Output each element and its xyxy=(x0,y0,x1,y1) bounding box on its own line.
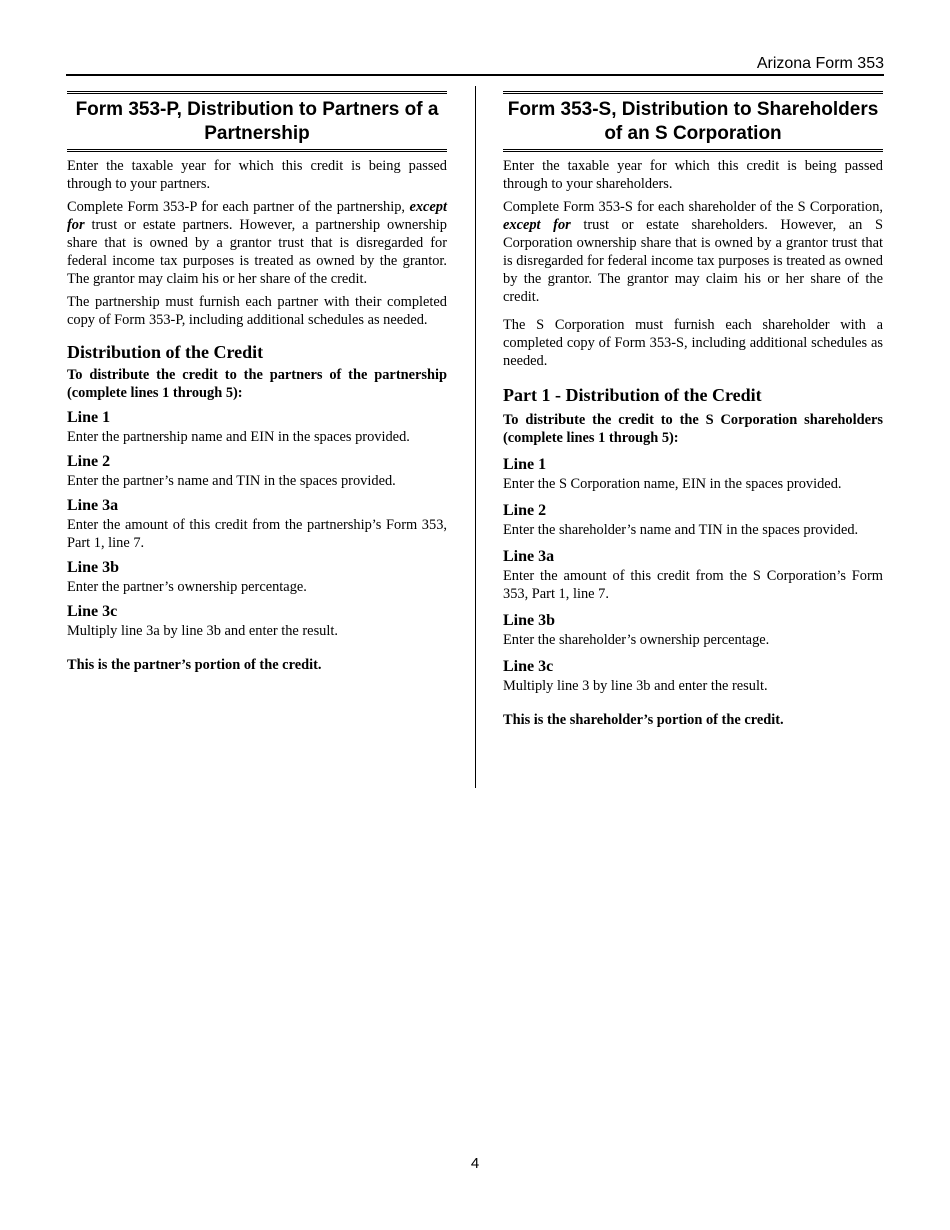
right-intro-furnish: The S Corporation must furnish each shareholder with a completed copy of Form 353-S, including additional schedules as needed. xyxy=(503,317,883,369)
page-number: 4 xyxy=(470,1155,480,1172)
left-intro-complete-post: trust or estate partners. However, a partnership ownership share that is owned by a grantor trust that is disregarded for federal income tax purposes is treated as owned by the grantor. The grantor may claim his or her share of the credit. xyxy=(67,217,447,287)
right-line-text: Enter the shareholder’s ownership percentage. xyxy=(503,632,770,648)
left-line-text: Multiply line 3a by line 3b and enter the result. xyxy=(67,623,338,639)
left-line-label: Line 3b xyxy=(67,559,120,576)
left-line-text: Enter the partnership name and EIN in the spaces provided. xyxy=(67,429,410,445)
left-intro-except-for: except for xyxy=(67,199,447,233)
header-rule xyxy=(66,74,884,76)
left-intro-complete-form xyxy=(67,198,447,288)
left-column xyxy=(67,91,447,674)
right-line-label: Line 2 xyxy=(503,502,547,519)
left-line-text: Enter the partner’s name and TIN in the spaces provided. xyxy=(67,473,396,489)
right-line-label: Line 3a xyxy=(503,548,555,565)
left-intro-complete-pre: Complete Form 353-P for each partner of the partnership, xyxy=(67,199,410,215)
left-line-label: Line 3a xyxy=(67,497,119,514)
right-line-text: Multiply line 3 by line 3b and enter the result. xyxy=(503,678,768,694)
right-line-label: Line 3b xyxy=(503,612,556,629)
right-intro-except-for: except for xyxy=(503,217,571,233)
right-intro-complete-pre: Complete Form 353-S for each shareholder of the S Corporation, xyxy=(503,199,883,215)
right-intro-complete-form xyxy=(503,198,883,306)
left-line-label: Line 3c xyxy=(67,603,118,620)
right-column-title: Form 353-S, Distribution to Shareholders of an S Corporation xyxy=(503,91,883,152)
left-section-lead: To distribute the credit to the partners of the partnership (complete lines 1 through 5): xyxy=(67,367,447,401)
right-line-text: Enter the amount of this credit from the S Corporation’s Form 353, Part 1, line 7. xyxy=(503,568,883,602)
right-closing-note: This is the shareholder’s portion of the credit. xyxy=(503,712,784,728)
left-intro-furnish: The partnership must furnish each partner with their completed copy of Form 353-P, including additional schedules as needed. xyxy=(67,294,447,328)
left-section-heading: Distribution of the Credit xyxy=(67,342,264,362)
right-intro-complete-post: trust or estate shareholders. However, an S Corporation ownership share that is owned by a grantor trust that is disregarded for federal income tax purposes is treated as owned by the grantor. The grantor may claim his or her share of the credit. xyxy=(503,217,883,305)
right-line-label: Line 3c xyxy=(503,658,554,675)
column-divider xyxy=(475,86,476,788)
left-line-text: Enter the amount of this credit from the partnership’s Form 353, Part 1, line 7. xyxy=(67,517,447,551)
left-line-text: Enter the partner’s ownership percentage. xyxy=(67,579,307,595)
right-line-text: Enter the S Corporation name, EIN in the spaces provided. xyxy=(503,476,842,492)
form-header-title: Arizona Form 353 xyxy=(756,55,884,72)
right-line-text: Enter the shareholder’s name and TIN in the spaces provided. xyxy=(503,522,859,538)
left-intro-taxable-year: Enter the taxable year for which this credit is being passed through to your partners. xyxy=(67,158,447,192)
left-line-label: Line 1 xyxy=(67,409,111,426)
right-section-heading: Part 1 - Distribution of the Credit xyxy=(503,385,762,405)
right-intro-taxable-year: Enter the taxable year for which this credit is being passed through to your shareholders. xyxy=(503,158,883,192)
right-line-label: Line 1 xyxy=(503,456,547,473)
right-column xyxy=(503,91,883,729)
left-column-title: Form 353-P, Distribution to Partners of a Partnership xyxy=(67,91,447,152)
left-closing-note: This is the partner’s portion of the credit. xyxy=(67,657,322,673)
right-section-lead: To distribute the credit to the S Corporation shareholders (complete lines 1 through 5): xyxy=(503,412,883,446)
left-line-label: Line 2 xyxy=(67,453,111,470)
